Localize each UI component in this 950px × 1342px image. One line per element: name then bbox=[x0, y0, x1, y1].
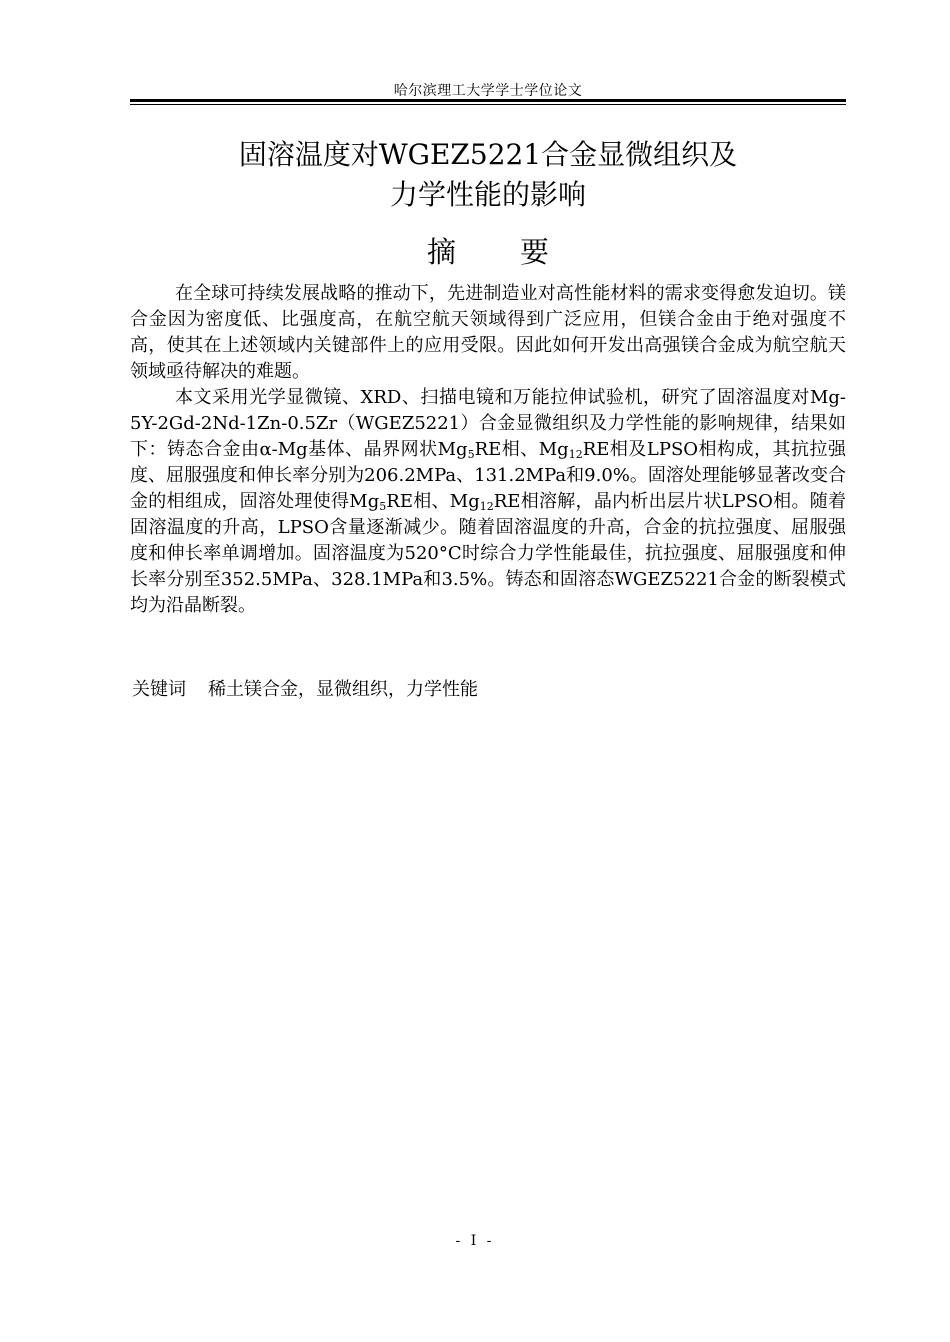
thesis-title bbox=[130, 135, 846, 215]
abstract-heading-char-2: 要 bbox=[520, 235, 550, 269]
running-header: 哈尔滨理工大学学士学位论文 bbox=[393, 83, 583, 99]
abstract-text-segment: RE相、Mg bbox=[386, 491, 480, 512]
abstract-heading bbox=[130, 232, 846, 272]
title-line-2: 力学性能的影响 bbox=[389, 178, 586, 211]
subscript: 5 bbox=[467, 448, 475, 461]
abstract-text-segment: RE相溶解，晶内析出层片状LPSO相。随着固溶温度的升高，LPSO含量逐渐减少。随着固溶温度的升高，合金的抗拉强度、屈服强度和伸长率单调增加。固溶温度为520°C时综合力学性能最佳，抗拉强度、屈服强度和伸长率分别至352.5MPa、328.1MPa和3.5%。铸态和固溶态WGEZ5221合金的断裂模式均为沿晶断裂。 bbox=[130, 491, 847, 616]
subscript: 5 bbox=[379, 500, 387, 513]
abstract-paragraph-1: 在全球可持续发展战略的推动下，先进制造业对高性能材料的需求变得愈发迫切。镁合金因为密度低、比强度高，在航空航天领域得到广泛应用，但镁合金由于绝对强度不高，使其在上述领域内关键部件上的应用受限。因此如何开发出高强镁合金成为航空航天领域亟待解决的难题。 bbox=[130, 283, 846, 382]
abstract-heading-char-1: 摘 bbox=[426, 235, 456, 269]
subscript: 12 bbox=[568, 448, 583, 461]
abstract-body bbox=[130, 281, 846, 619]
keywords-label: 关键词 bbox=[132, 679, 186, 700]
abstract-paragraph-2 bbox=[130, 385, 846, 619]
keywords-line bbox=[132, 677, 848, 703]
header-rule-thick bbox=[130, 99, 846, 102]
page-number: - I - bbox=[455, 1233, 495, 1249]
title-line-1: 固溶温度对WGEZ5221合金显微组织及 bbox=[238, 138, 738, 171]
abstract-text-segment: 本文采用光学显微镜、XRD、扫描电镜和万能拉伸试验机，研究了固溶温度对Mg-5Y-2Gd-2Nd-1Zn-0.5Zr（WGEZ5221）合金显微组织及力学性能的影响规律，结果如下：铸态合金由α-Mg基体、晶界网状Mg bbox=[130, 387, 846, 460]
subscript: 12 bbox=[479, 500, 494, 513]
abstract-text-segment: RE相及LPSO相构成，其抗拉强度、屈服强度和伸长率分别为206.2MPa、131.2MPa和9.0%。固溶处理能够显著改变合金的相组成，固溶处理使得Mg bbox=[130, 439, 846, 512]
keywords-text: 稀土镁合金，显微组织，力学性能 bbox=[208, 679, 478, 700]
abstract-text-segment: RE相、Mg bbox=[474, 439, 569, 460]
header-rule-thin bbox=[130, 104, 846, 105]
